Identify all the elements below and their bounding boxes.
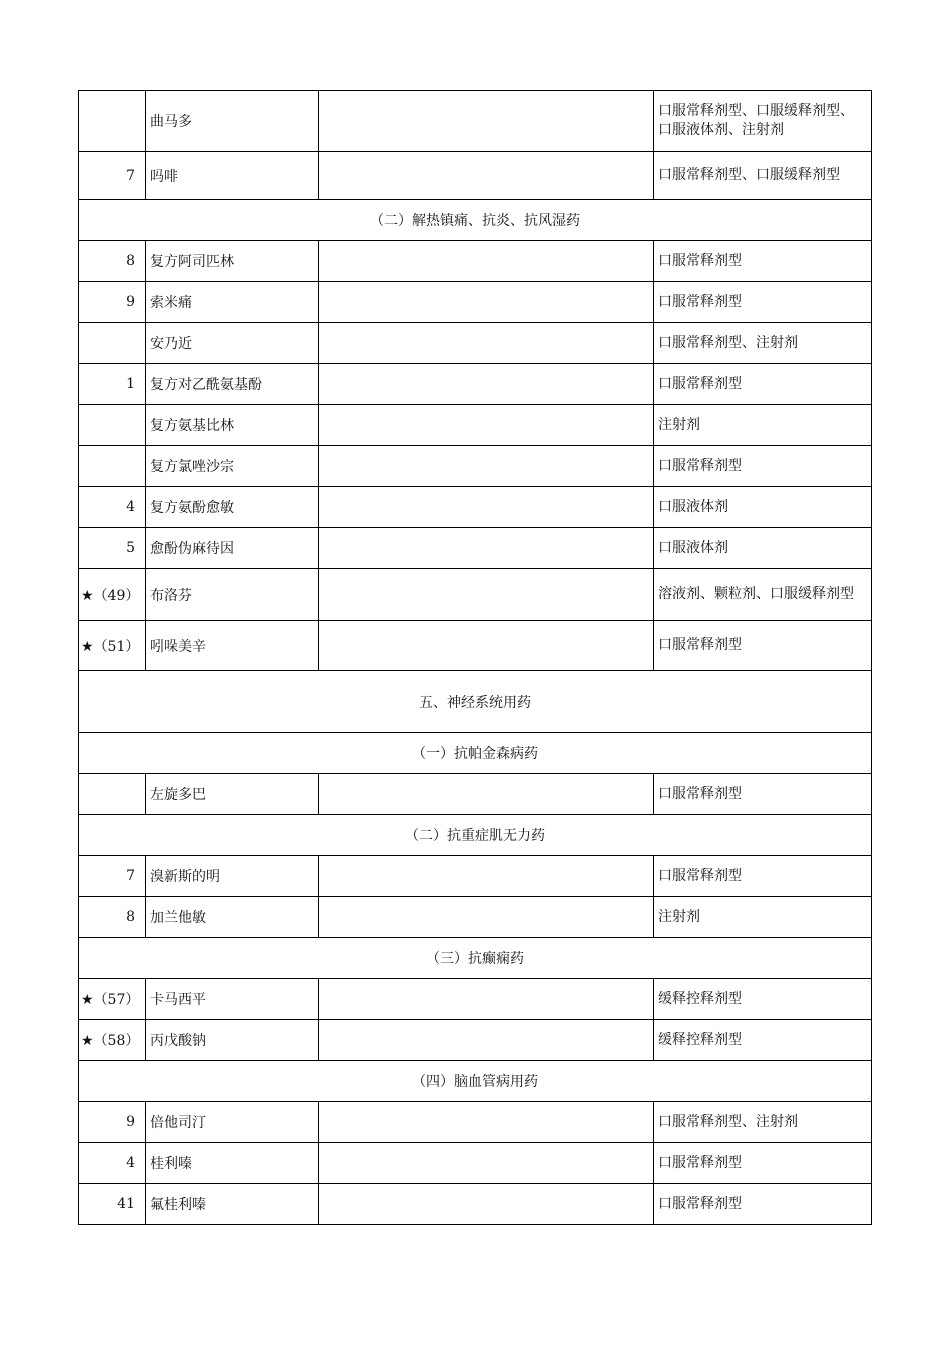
table-row [79, 405, 872, 446]
dosage-form-cell: 口服液体剂 [654, 528, 872, 569]
dosage-form-cell: 注射剂 [654, 897, 872, 938]
section-header-row [79, 1061, 872, 1102]
section-title: （二）抗重症肌无力药 [79, 815, 872, 856]
drug-number-cell: 41 [79, 1184, 146, 1225]
table-row [79, 774, 872, 815]
dosage-form-cell: 口服常释剂型 [654, 364, 872, 405]
drug-number-cell: 5 [79, 528, 146, 569]
blank-cell [319, 487, 654, 528]
table-row [79, 282, 872, 323]
table-row [79, 1102, 872, 1143]
drug-name-cell: 吗啡 [146, 152, 319, 200]
drug-name-cell: 复方氨基比林 [146, 405, 319, 446]
blank-cell [319, 1184, 654, 1225]
drug-name-cell: 复方氯唑沙宗 [146, 446, 319, 487]
section-header-row [79, 938, 872, 979]
drug-name-cell: 愈酚伪麻待因 [146, 528, 319, 569]
section-header-row [79, 671, 872, 733]
drug-table [78, 90, 872, 1225]
drug-number-cell [79, 774, 146, 815]
table-row [79, 1143, 872, 1184]
dosage-form-cell: 注射剂 [654, 405, 872, 446]
dosage-form-cell: 口服液体剂 [654, 487, 872, 528]
blank-cell [319, 528, 654, 569]
section-title: （三）抗癫痫药 [79, 938, 872, 979]
drug-number-cell: 4 [79, 1143, 146, 1184]
dosage-form-cell: 口服常释剂型 [654, 446, 872, 487]
blank-cell [319, 1020, 654, 1061]
drug-number-cell: 9 [79, 1102, 146, 1143]
drug-number-cell: 9 [79, 282, 146, 323]
table-row [79, 569, 872, 621]
table-row [79, 91, 872, 152]
dosage-form-cell: 缓释控释剂型 [654, 979, 872, 1020]
drug-number-cell [79, 446, 146, 487]
dosage-form-cell: 口服常释剂型、口服缓释剂型、口服液体剂、注射剂 [654, 91, 872, 152]
table-row [79, 528, 872, 569]
section-header-row [79, 815, 872, 856]
drug-name-cell: 卡马西平 [146, 979, 319, 1020]
blank-cell [319, 1102, 654, 1143]
blank-cell [319, 241, 654, 282]
section-title: （二）解热镇痛、抗炎、抗风湿药 [79, 200, 872, 241]
table-row [79, 1020, 872, 1061]
drug-name-cell: 氟桂利嗪 [146, 1184, 319, 1225]
dosage-form-cell: 口服常释剂型、注射剂 [654, 1102, 872, 1143]
blank-cell [319, 364, 654, 405]
blank-cell [319, 979, 654, 1020]
section-title: 五、神经系统用药 [79, 671, 872, 733]
blank-cell [319, 91, 654, 152]
drug-name-cell: 布洛芬 [146, 569, 319, 621]
dosage-form-cell: 口服常释剂型、口服缓释剂型 [654, 152, 872, 200]
drug-number-cell: 7 [79, 152, 146, 200]
table-row [79, 152, 872, 200]
table-row [79, 1184, 872, 1225]
blank-cell [319, 569, 654, 621]
dosage-form-cell: 口服常释剂型 [654, 282, 872, 323]
drug-number-cell: 4 [79, 487, 146, 528]
section-title: （一）抗帕金森病药 [79, 733, 872, 774]
drug-name-cell: 复方阿司匹林 [146, 241, 319, 282]
blank-cell [319, 621, 654, 671]
blank-cell [319, 405, 654, 446]
drug-number-cell: ★（49） [79, 569, 146, 621]
table-row [79, 856, 872, 897]
drug-number-cell [79, 405, 146, 446]
dosage-form-cell: 缓释控释剂型 [654, 1020, 872, 1061]
blank-cell [319, 1143, 654, 1184]
drug-number-cell: ★（57） [79, 979, 146, 1020]
drug-number-cell [79, 91, 146, 152]
drug-name-cell: 索米痛 [146, 282, 319, 323]
table-row [79, 323, 872, 364]
blank-cell [319, 774, 654, 815]
table-row [79, 487, 872, 528]
table-row [79, 621, 872, 671]
dosage-form-cell: 口服常释剂型 [654, 241, 872, 282]
dosage-form-cell: 口服常释剂型 [654, 1184, 872, 1225]
blank-cell [319, 323, 654, 364]
dosage-form-cell: 口服常释剂型 [654, 774, 872, 815]
section-header-row [79, 200, 872, 241]
dosage-form-cell: 口服常释剂型 [654, 621, 872, 671]
dosage-form-cell: 溶液剂、颗粒剂、口服缓释剂型 [654, 569, 872, 621]
table-row [79, 979, 872, 1020]
blank-cell [319, 897, 654, 938]
table-row [79, 241, 872, 282]
section-header-row [79, 733, 872, 774]
drug-table-body [79, 91, 872, 1225]
table-row [79, 446, 872, 487]
drug-name-cell: 加兰他敏 [146, 897, 319, 938]
drug-name-cell: 桂利嗪 [146, 1143, 319, 1184]
dosage-form-cell: 口服常释剂型 [654, 856, 872, 897]
drug-number-cell: ★（58） [79, 1020, 146, 1061]
drug-name-cell: 溴新斯的明 [146, 856, 319, 897]
blank-cell [319, 282, 654, 323]
drug-number-cell: 7 [79, 856, 146, 897]
drug-name-cell: 复方氨酚愈敏 [146, 487, 319, 528]
drug-name-cell: 丙戊酸钠 [146, 1020, 319, 1061]
blank-cell [319, 152, 654, 200]
drug-number-cell: 1 [79, 364, 146, 405]
drug-number-cell: 8 [79, 897, 146, 938]
dosage-form-cell: 口服常释剂型、注射剂 [654, 323, 872, 364]
drug-number-cell: ★（51） [79, 621, 146, 671]
blank-cell [319, 446, 654, 487]
drug-name-cell: 复方对乙酰氨基酚 [146, 364, 319, 405]
drug-number-cell: 8 [79, 241, 146, 282]
dosage-form-cell: 口服常释剂型 [654, 1143, 872, 1184]
drug-name-cell: 安乃近 [146, 323, 319, 364]
table-row [79, 897, 872, 938]
drug-name-cell: 左旋多巴 [146, 774, 319, 815]
drug-name-cell: 倍他司汀 [146, 1102, 319, 1143]
section-title: （四）脑血管病用药 [79, 1061, 872, 1102]
table-row [79, 364, 872, 405]
drug-name-cell: 曲马多 [146, 91, 319, 152]
drug-name-cell: 吲哚美辛 [146, 621, 319, 671]
blank-cell [319, 856, 654, 897]
drug-number-cell [79, 323, 146, 364]
